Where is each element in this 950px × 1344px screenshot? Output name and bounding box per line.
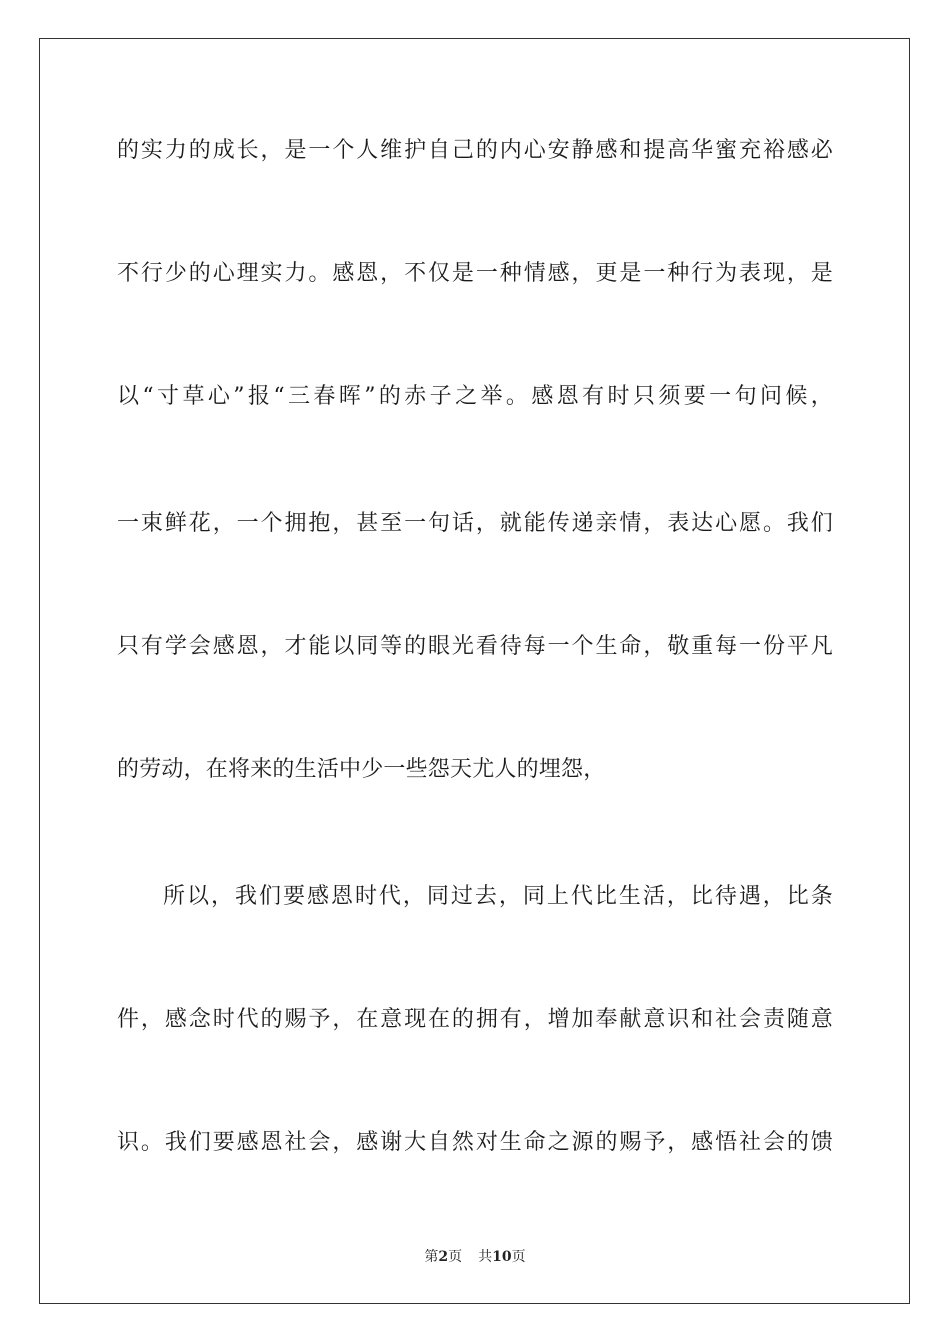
footer-total-number: 10 bbox=[492, 1249, 512, 1265]
text-line: 识。我们要感恩社会，感谢大自然对生命之源的赐予，感悟社会的馈 bbox=[117, 1130, 833, 1155]
text-line: 一束鲜花，一个拥抱，甚至一句话，就能传递亲情，表达心愿。我们 bbox=[117, 511, 833, 536]
text-line-paragraph-start: 所以，我们要感恩时代，同过去，同上代比生活，比待遇，比条 bbox=[163, 884, 833, 909]
text-line: 以“寸草心”报“三春晖”的赤子之举。感恩有时只须要一句问候， bbox=[117, 384, 833, 409]
text-line: 件，感念时代的赐予，在意现在的拥有，增加奉献意识和社会责随意 bbox=[117, 1007, 833, 1032]
footer-page-number: 2 bbox=[438, 1249, 449, 1265]
footer-total-suffix: 页 bbox=[511, 1249, 526, 1265]
text-line: 的劳动，在将来的生活中少一些怨天尤人的埋怨， bbox=[117, 757, 606, 782]
text-line: 的实力的成长，是一个人维护自己的内心安静感和提高华蜜充裕感必 bbox=[117, 138, 833, 163]
footer-total-prefix: 共 bbox=[478, 1249, 493, 1265]
page-border bbox=[39, 38, 910, 1304]
text-line: 只有学会感恩，才能以同等的眼光看待每一个生命，敬重每一份平凡 bbox=[117, 634, 833, 659]
page-footer bbox=[0, 1248, 950, 1266]
footer-page-suffix: 页 bbox=[448, 1249, 463, 1265]
footer-page-prefix: 第 bbox=[424, 1249, 439, 1265]
text-line: 不行少的心理实力。感恩，不仅是一种情感，更是一种行为表现，是 bbox=[117, 261, 833, 286]
